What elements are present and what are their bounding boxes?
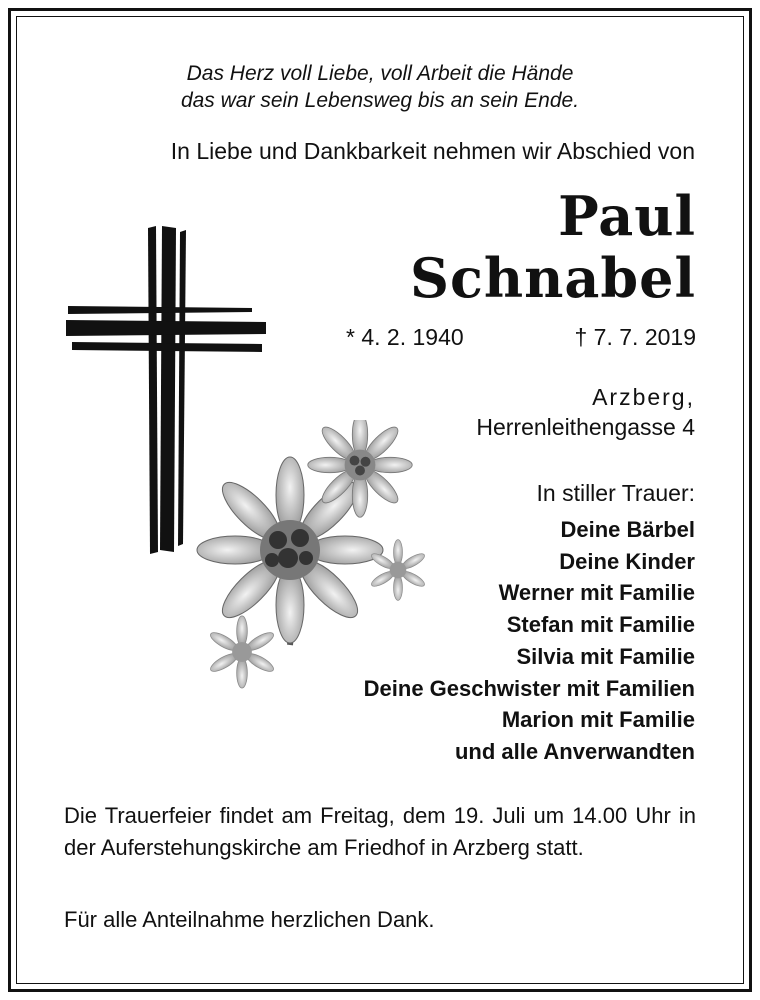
edelweiss-icon <box>190 420 440 690</box>
mourner-item: Werner mit Familie <box>498 580 695 606</box>
address-city: Arzberg, <box>592 384 695 410</box>
mourner-item: Silvia mit Familie <box>516 643 695 669</box>
mourner-item: Deine Bärbel <box>560 517 695 542</box>
service-notice: Die Trauerfeier findet am Freitag, dem 19. Juli um 14.00 Uhr in der Auferstehungskirche am Friedhof in Arzberg statt. <box>64 803 696 860</box>
motto-line-2: das war sein Lebensweg bis an sein Ende. <box>180 89 580 112</box>
mourner-item: Deine Kinder <box>559 548 695 574</box>
mourner-item: Stefan mit Familie <box>506 612 695 638</box>
deceased-first-name: Paul <box>558 184 696 248</box>
mourner-item: Marion mit Familie <box>501 707 695 733</box>
mourning-label: In stiller Trauer: <box>536 480 695 506</box>
motto <box>60 60 700 114</box>
address-street: Herrenleithengasse 4 <box>476 414 695 440</box>
motto-line-1: Das Herz voll Liebe, voll Arbeit die Hände <box>186 62 574 85</box>
death-date: † 7. 7. 2019 <box>574 324 696 350</box>
intro-text: In Liebe und Dankbarkeit nehmen wir Abschied von <box>170 138 695 164</box>
thanks-note: Für alle Anteilnahme herzlichen Dank. <box>64 907 435 932</box>
deceased-last-name: Schnabel <box>409 246 696 310</box>
mourner-item: und alle Anverwandten <box>454 738 695 764</box>
birth-date: * 4. 2. 1940 <box>346 324 464 350</box>
mourner-item: Deine Geschwister mit Familien <box>363 675 695 701</box>
